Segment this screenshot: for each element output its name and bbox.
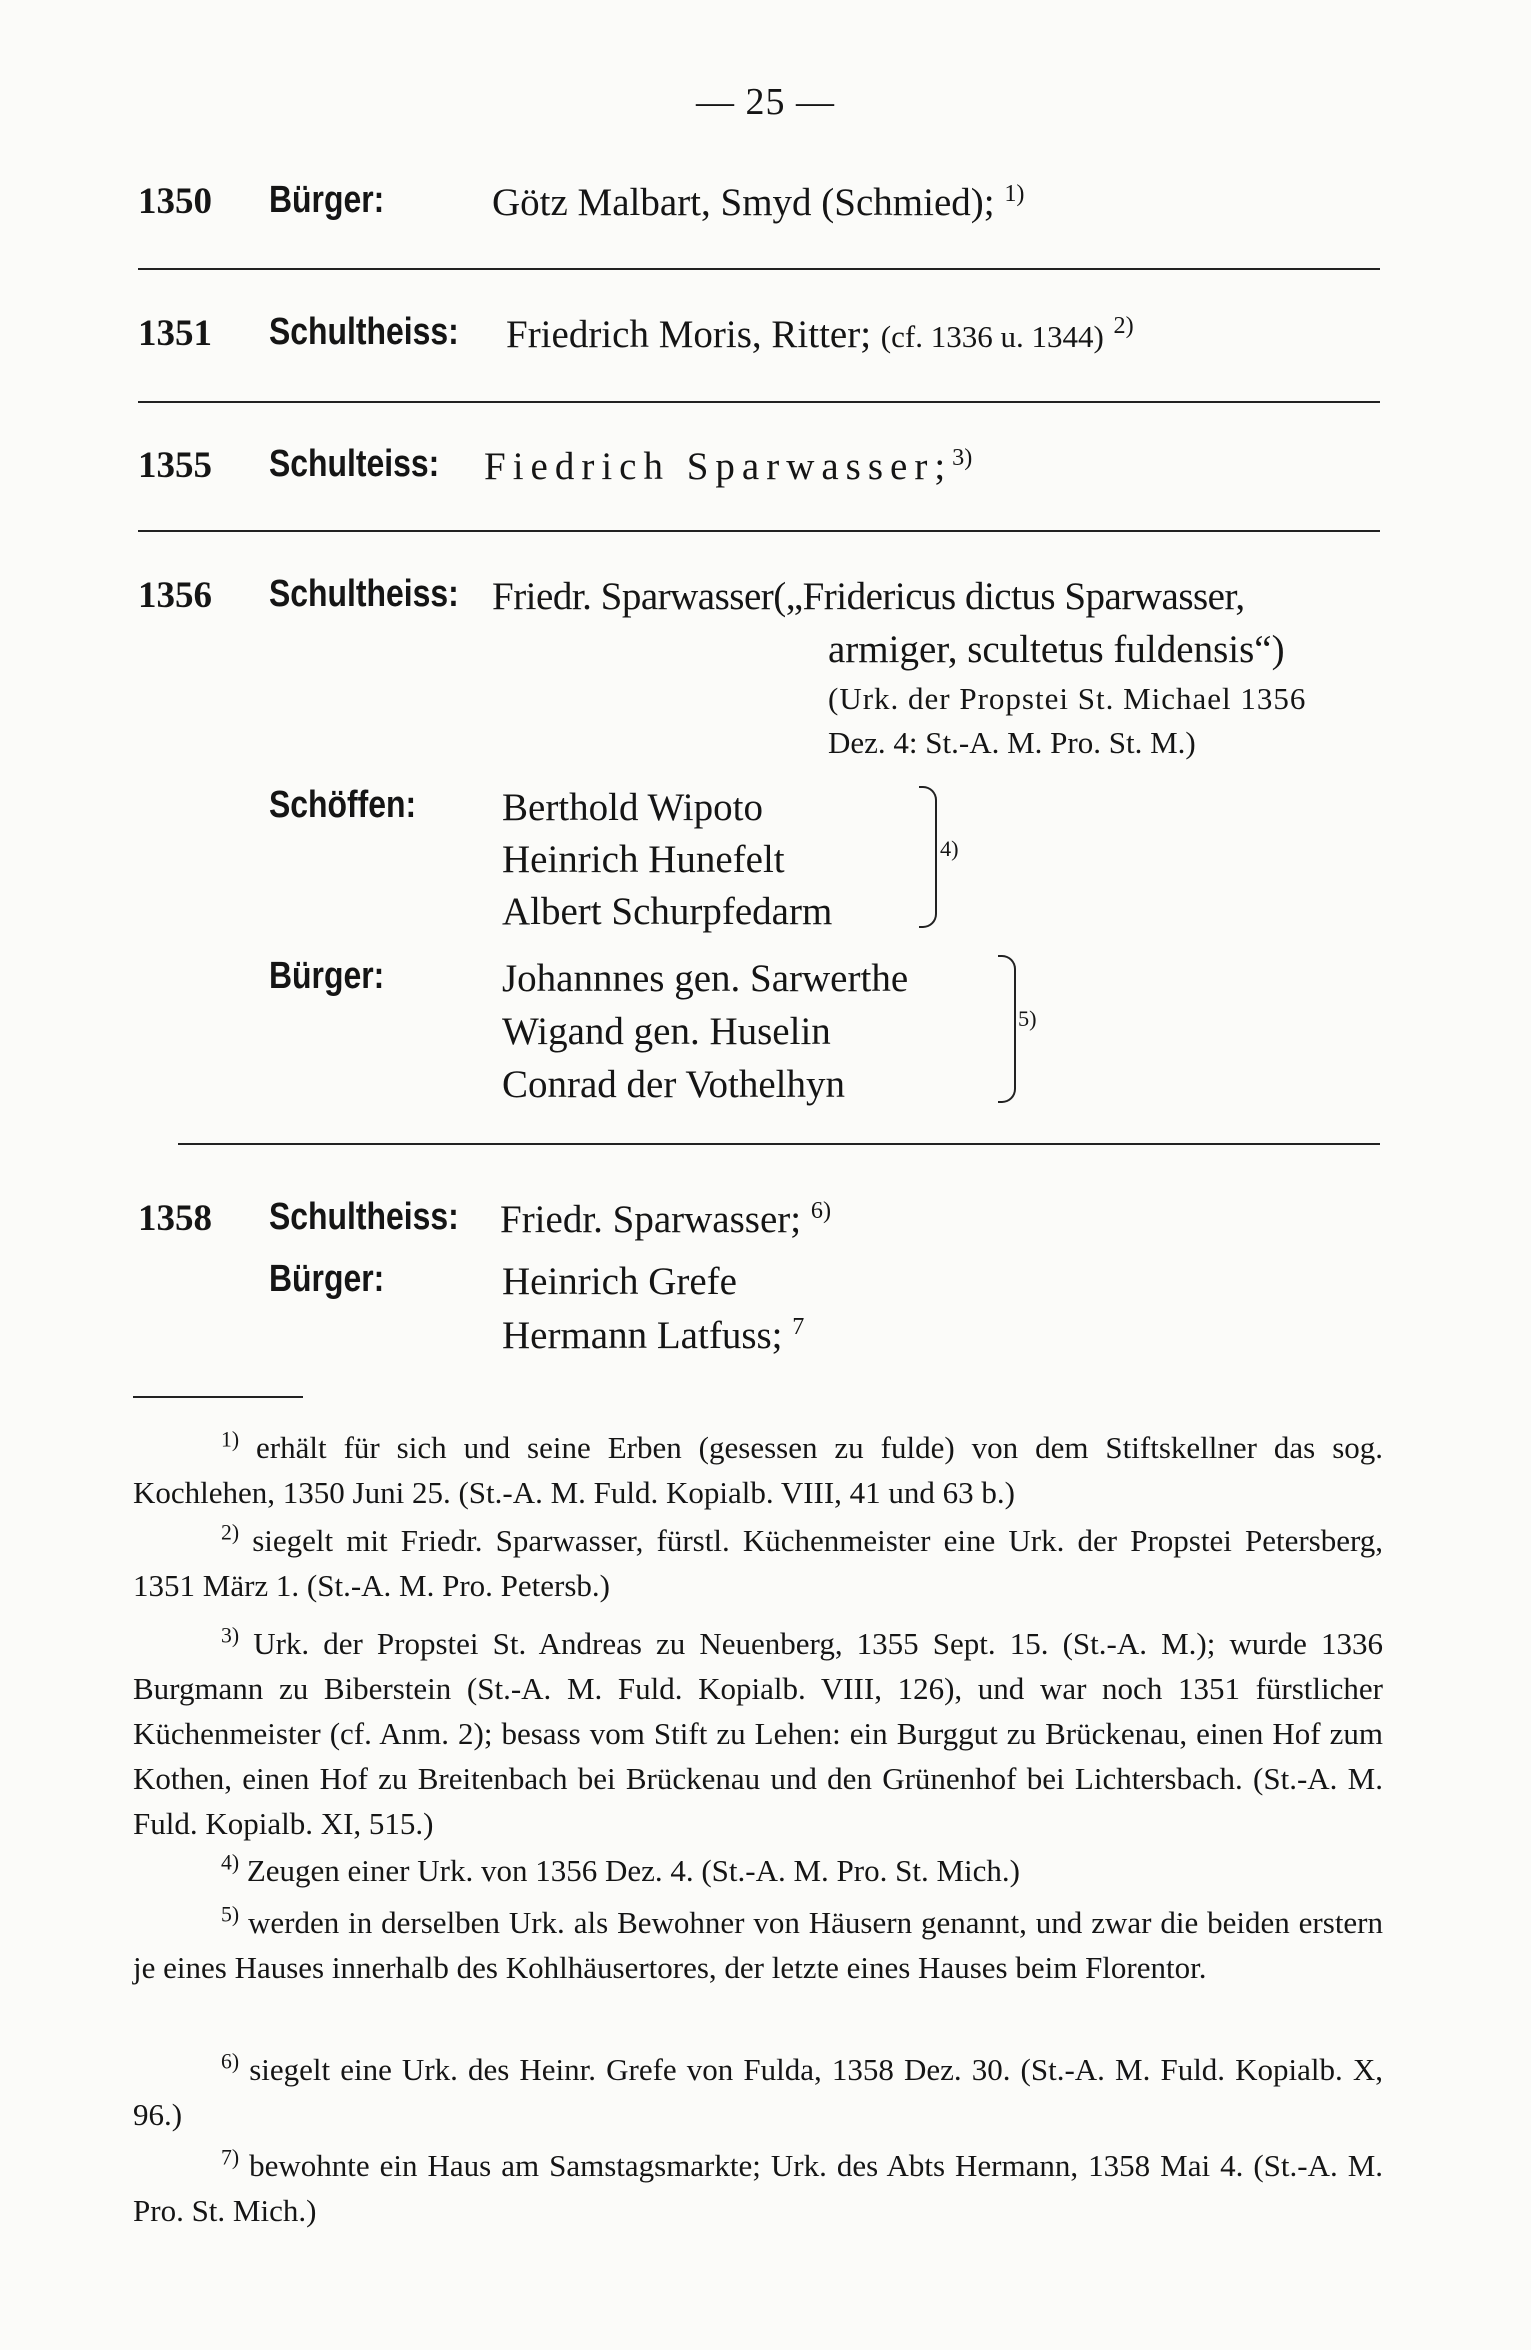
buerger-1358-2: Hermann Latfuss; $^7$ <box>502 1313 805 1357</box>
schoeffe-3: Albert Schurpfedarm <box>502 890 833 933</box>
page-number: — 25 — <box>696 81 835 123</box>
label-buerger-1356: Bürger: <box>269 955 385 997</box>
divider-4 <box>178 1143 1380 1145</box>
footnote-1: $^{1)}$ erhält für sich und seine Erben (gesessen zu fulde) von dem Stiftskellner das sog. Kochlehen, 1350 Juni 25. (St.-A. M. Fuld. Kopialb. VIII, 41 und 63 b.) <box>133 1427 1384 1510</box>
label-schultheiss-1351: Schultheiss: <box>269 311 459 353</box>
citation-1351: (cf. 1336 u. 1344) <box>880 319 1104 354</box>
buerger-1356-3: Conrad der Vothelhyn <box>502 1063 846 1106</box>
value-1356-line1: Friedr. Sparwasser(„Fridericus dictus Sparwasser, <box>492 575 1245 618</box>
label-schoeffen: Schöffen: <box>269 784 417 826</box>
footnote-ref-2: 2) <box>1113 312 1134 339</box>
label-schulteiss-1355: Schulteiss: <box>269 443 440 485</box>
year-1355: 1355 <box>138 445 212 486</box>
label-buerger-1358: Bürger: <box>269 1258 385 1300</box>
source-1356-line2: Dez. 4: St.-A. M. Pro. St. M.) <box>828 725 1196 760</box>
source-1356-line1: (Urk. der Propstei St. Michael 1356 <box>828 681 1307 716</box>
footnote-separator <box>133 1396 303 1398</box>
brace-buerger <box>998 955 1016 1103</box>
label-buerger-1350: Bürger: <box>269 179 385 221</box>
footnote-4: $^{4)}$ Zeugen einer Urk. von 1356 Dez. 4. (St.-A. M. Pro. St. Mich.) <box>221 1850 1020 1888</box>
schoeffe-1: Berthold Wipoto <box>502 786 763 829</box>
value-1356-line2: armiger, scultetus fuldensis“) <box>828 628 1285 671</box>
divider-2 <box>138 401 1380 403</box>
buerger-1356-1: Johannnes gen. Sarwerthe <box>502 957 909 1000</box>
footnote-ref-5: 5) <box>1018 1006 1037 1031</box>
label-schultheiss-1356: Schultheiss: <box>269 573 459 615</box>
divider-3 <box>138 530 1380 532</box>
year-1356: 1356 <box>138 575 212 616</box>
footnote-ref-4: 4) <box>940 836 959 861</box>
footnote-ref-3: 3) <box>952 444 973 471</box>
value-1358: Friedr. Sparwasser; $^{6)}$ <box>500 1197 831 1241</box>
footnote-5: $^{5)}$ werden in derselben Urk. als Bewohner von Häusern genannt, und zwar die beiden erstern je eines Hauses innerhalb des Kohlhäusertores, der letzte eines Hauses beim Florentor. <box>133 1902 1384 1985</box>
footnote-3: $^{3)}$ Urk. der Propstei St. Andreas zu Neuenberg, 1355 Sept. 15. (St.-A. M.); wurde 1336 Burgmann zu Biberstein (St.-A. M. Fuld. Kopialb. VIII, 126), und war noch 1351 fürstlicher Küchenmeister (cf. Anm. 2); besass vom Stift zu Lehen: ein Burggut zu Brückenau, einen Hof zum Kothen, einen Hof zu Breitenbach bei Brückenau und den Grünenhof bei Lichtersbach. (St.-A. M. Fuld. Kopialb. XI, 515.) <box>133 1623 1384 1841</box>
footnote-ref-6: 6) <box>810 1197 831 1224</box>
value-1355: Fiedrich Sparwasser;$^{3)}$ <box>484 444 973 488</box>
footnote-2: $^{2)}$ siegelt mit Friedr. Sparwasser, fürstl. Küchenmeister eine Urk. der Propstei Petersberg, 1351 März 1. (St.-A. M. Pro. Petersb.) <box>133 1520 1384 1603</box>
value-1350: Götz Malbart, Smyd (Schmied); $^{1)}$ <box>492 180 1025 224</box>
value-1351: Friedrich Moris, Ritter; (cf. 1336 u. 1344) $^{2)}$ <box>506 312 1134 356</box>
schoeffe-2: Heinrich Hunefelt <box>502 838 785 881</box>
buerger-1356-2: Wigand gen. Huselin <box>502 1010 831 1053</box>
divider-1 <box>138 268 1380 270</box>
year-1351: 1351 <box>138 313 212 354</box>
footnote-ref-1: 1) <box>1004 180 1025 207</box>
buerger-1358-1: Heinrich Grefe <box>502 1260 737 1303</box>
year-1350: 1350 <box>138 181 212 222</box>
footnote-6: $^{6)}$ siegelt eine Urk. des Heinr. Grefe von Fulda, 1358 Dez. 30. (St.-A. M. Fuld. Kopialb. X, 96.) <box>133 2049 1384 2132</box>
label-schultheiss-1358: Schultheiss: <box>269 1196 459 1238</box>
footnote-ref-7: 7 <box>792 1313 805 1340</box>
footnote-7: $^{7)}$ bewohnte ein Haus am Samstagsmarkte; Urk. des Abts Hermann, 1358 Mai 4. (St.-A. M. Pro. St. Mich.) <box>133 2145 1384 2228</box>
year-1358: 1358 <box>138 1198 212 1239</box>
brace-schoeffen <box>919 786 937 928</box>
